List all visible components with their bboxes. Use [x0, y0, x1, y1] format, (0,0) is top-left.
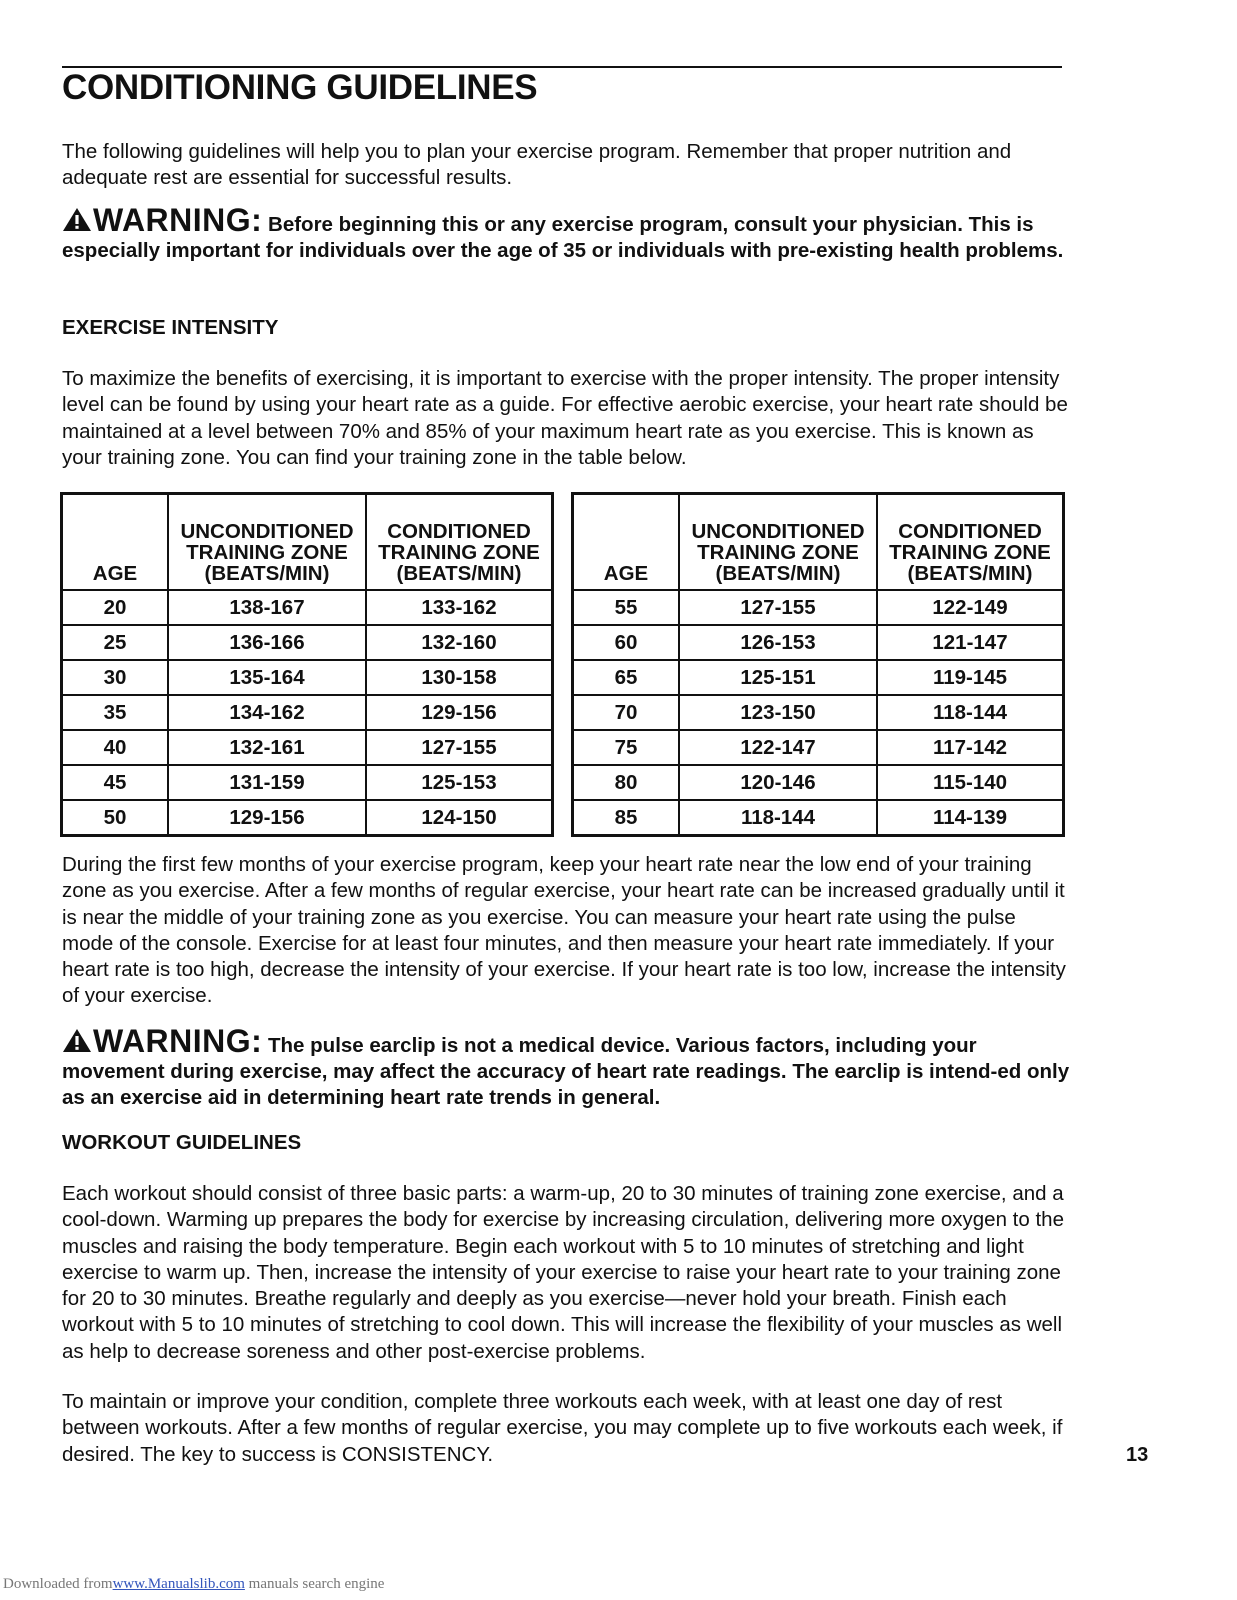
table-row: [62, 800, 553, 836]
warning-triangle-icon: [62, 1028, 92, 1053]
header-line: TRAINING ZONE: [378, 541, 540, 564]
header-line: (BEATS/MIN): [907, 562, 1033, 585]
header-line: TRAINING ZONE: [889, 541, 1051, 564]
training-zone-table-right: [571, 492, 1065, 837]
cell-age: 40: [62, 730, 169, 765]
cell-conditioned: 129-156: [366, 695, 553, 730]
cell-conditioned: 115-140: [877, 765, 1064, 800]
footer-link[interactable]: www.Manualslib.com: [112, 1576, 245, 1592]
cell-conditioned: 130-158: [366, 660, 553, 695]
cell-unconditioned: 131-159: [168, 765, 366, 800]
table-row: [573, 660, 1064, 695]
page-number: 13: [1126, 1444, 1149, 1466]
cell-conditioned: 132-160: [366, 625, 553, 660]
download-footer: [3, 1576, 384, 1593]
cell-conditioned: 133-162: [366, 590, 553, 625]
cell-age: 20: [62, 590, 169, 625]
warning-2-head: WARNING:: [93, 1023, 263, 1059]
cell-unconditioned: 135-164: [168, 660, 366, 695]
table-row: [573, 730, 1064, 765]
table-row: [62, 695, 553, 730]
header-line: (BEATS/MIN): [715, 562, 841, 585]
cell-unconditioned: 118-144: [679, 800, 877, 836]
header-line: (BEATS/MIN): [204, 562, 330, 585]
cell-age: 30: [62, 660, 169, 695]
exercise-intensity-heading: EXERCISE INTENSITY: [62, 316, 279, 339]
cell-age: 45: [62, 765, 169, 800]
training-zone-table-left: [60, 492, 554, 837]
table-header-row: [62, 494, 553, 591]
cell-conditioned: 119-145: [877, 660, 1064, 695]
header-conditioned: [366, 494, 553, 591]
table-row: [573, 695, 1064, 730]
cell-unconditioned: 138-167: [168, 590, 366, 625]
header-line: UNCONDITIONED: [691, 520, 865, 543]
warning-2: [62, 1023, 1072, 1111]
warning-triangle-icon: [62, 207, 92, 232]
cell-age: 85: [573, 800, 680, 836]
cell-unconditioned: 136-166: [168, 625, 366, 660]
cell-age: 70: [573, 695, 680, 730]
warning-1-head: WARNING:: [93, 202, 263, 238]
workout-guidelines-paragraph-1: Each workout should consist of three basic parts: a warm-up, 20 to 30 minutes of training zone exercise, and a cool-down. Warming up prepares the body for exercise by increasing circulation, delivering more oxygen to the muscles and raising the body temperature. Begin each workout with 5 to 10 minutes of stretching and light exercise to warm up. Then, increase the intensity of your exercise to raise your heart rate to your training zone for 20 to 30 minutes. Breathe regularly and deeply as you exercise—never hold your breath. Finish each workout with 5 to 10 minutes of stretching to cool down. This will increase the flexibility of your muscles as well as help to decrease soreness and other post-exercise problems.: [62, 1182, 1064, 1363]
cell-conditioned: 118-144: [877, 695, 1064, 730]
footer-suffix: manuals search engine: [244, 1576, 385, 1592]
cell-unconditioned: 127-155: [679, 590, 877, 625]
page-title: CONDITIONING GUIDELINES: [62, 68, 538, 107]
cell-unconditioned: 123-150: [679, 695, 877, 730]
warning-1-text: Before beginning this or any exercise program, consult your physician. This is especially important for individuals over the age of 35 or individuals with pre-existing health problems.: [62, 213, 1064, 262]
header-line: UNCONDITIONED: [180, 520, 354, 543]
table-row: [573, 765, 1064, 800]
cell-unconditioned: 134-162: [168, 695, 366, 730]
cell-age: 35: [62, 695, 169, 730]
cell-conditioned: 127-155: [366, 730, 553, 765]
cell-age: 55: [573, 590, 680, 625]
cell-unconditioned: 120-146: [679, 765, 877, 800]
workout-guidelines-heading: WORKOUT GUIDELINES: [62, 1131, 302, 1154]
table-row: [62, 625, 553, 660]
footer-prefix: Downloaded from: [3, 1576, 113, 1592]
exercise-intensity-paragraph-2: During the first few months of your exercise program, keep your heart rate near the low end of your training zone as you exercise. After a few months of regular exercise, your heart rate can be increased gradually until it is near the middle of your training zone as you exercise. You can measure your heart rate using the pulse mode of the console. Exercise for at least four minutes, and then measure your heart rate immediately. If your heart rate is too high, decrease the intensity of your exercise. If your heart rate is too low, increase the intensity of your exercise.: [62, 853, 1066, 1008]
table-row: [62, 660, 553, 695]
workout-guidelines-paragraph-2: To maintain or improve your condition, complete three workouts each week, with at least one day of rest between workouts. After a few months of regular exercise, you may complete up to five workouts each week, if desired. The key to success is CONSISTENCY.: [62, 1390, 1063, 1466]
cell-unconditioned: 125-151: [679, 660, 877, 695]
cell-conditioned: 122-149: [877, 590, 1064, 625]
cell-conditioned: 114-139: [877, 800, 1064, 836]
cell-conditioned: 121-147: [877, 625, 1064, 660]
cell-age: 75: [573, 730, 680, 765]
cell-age: 50: [62, 800, 169, 836]
cell-age: 65: [573, 660, 680, 695]
table-header-row: [573, 494, 1064, 591]
cell-unconditioned: 129-156: [168, 800, 366, 836]
cell-conditioned: 117-142: [877, 730, 1064, 765]
warning-2-text: The pulse earclip is not a medical device. Various factors, including your movement during exercise, may affect the accuracy of heart rate readings. The earclip is intend-ed only as an exercise aid in determining heart rate trends in general.: [62, 1034, 1070, 1109]
header-unconditioned: [679, 494, 877, 591]
header-line: CONDITIONED: [387, 520, 531, 543]
table-row: [573, 590, 1064, 625]
exercise-intensity-paragraph-1: To maximize the benefits of exercising, it is important to exercise with the proper intensity. The proper intensity level can be found by using your heart rate as a guide. For effective aerobic exercise, your heart rate should be maintained at a level between 70% and 85% of your maximum heart rate as you exercise. This is known as your training zone. You can find your training zone in the table below.: [62, 367, 1068, 469]
cell-conditioned: 124-150: [366, 800, 553, 836]
header-age: AGE: [62, 494, 169, 591]
cell-age: 80: [573, 765, 680, 800]
header-line: (BEATS/MIN): [396, 562, 522, 585]
table-row: [62, 765, 553, 800]
header-line: CONDITIONED: [898, 520, 1042, 543]
table-row: [62, 730, 553, 765]
cell-age: 60: [573, 625, 680, 660]
cell-unconditioned: 126-153: [679, 625, 877, 660]
header-line: TRAINING ZONE: [697, 541, 859, 564]
header-age: AGE: [573, 494, 680, 591]
cell-conditioned: 125-153: [366, 765, 553, 800]
table-row: [573, 800, 1064, 836]
cell-age: 25: [62, 625, 169, 660]
header-line: TRAINING ZONE: [186, 541, 348, 564]
table-row: [573, 625, 1064, 660]
intro-paragraph: The following guidelines will help you to plan your exercise program. Remember that proper nutrition and adequate rest are essential for successful results.: [62, 140, 1012, 190]
table-row: [62, 590, 553, 625]
warning-1: [62, 202, 1072, 264]
cell-unconditioned: 132-161: [168, 730, 366, 765]
header-conditioned: [877, 494, 1064, 591]
cell-unconditioned: 122-147: [679, 730, 877, 765]
header-unconditioned: [168, 494, 366, 591]
